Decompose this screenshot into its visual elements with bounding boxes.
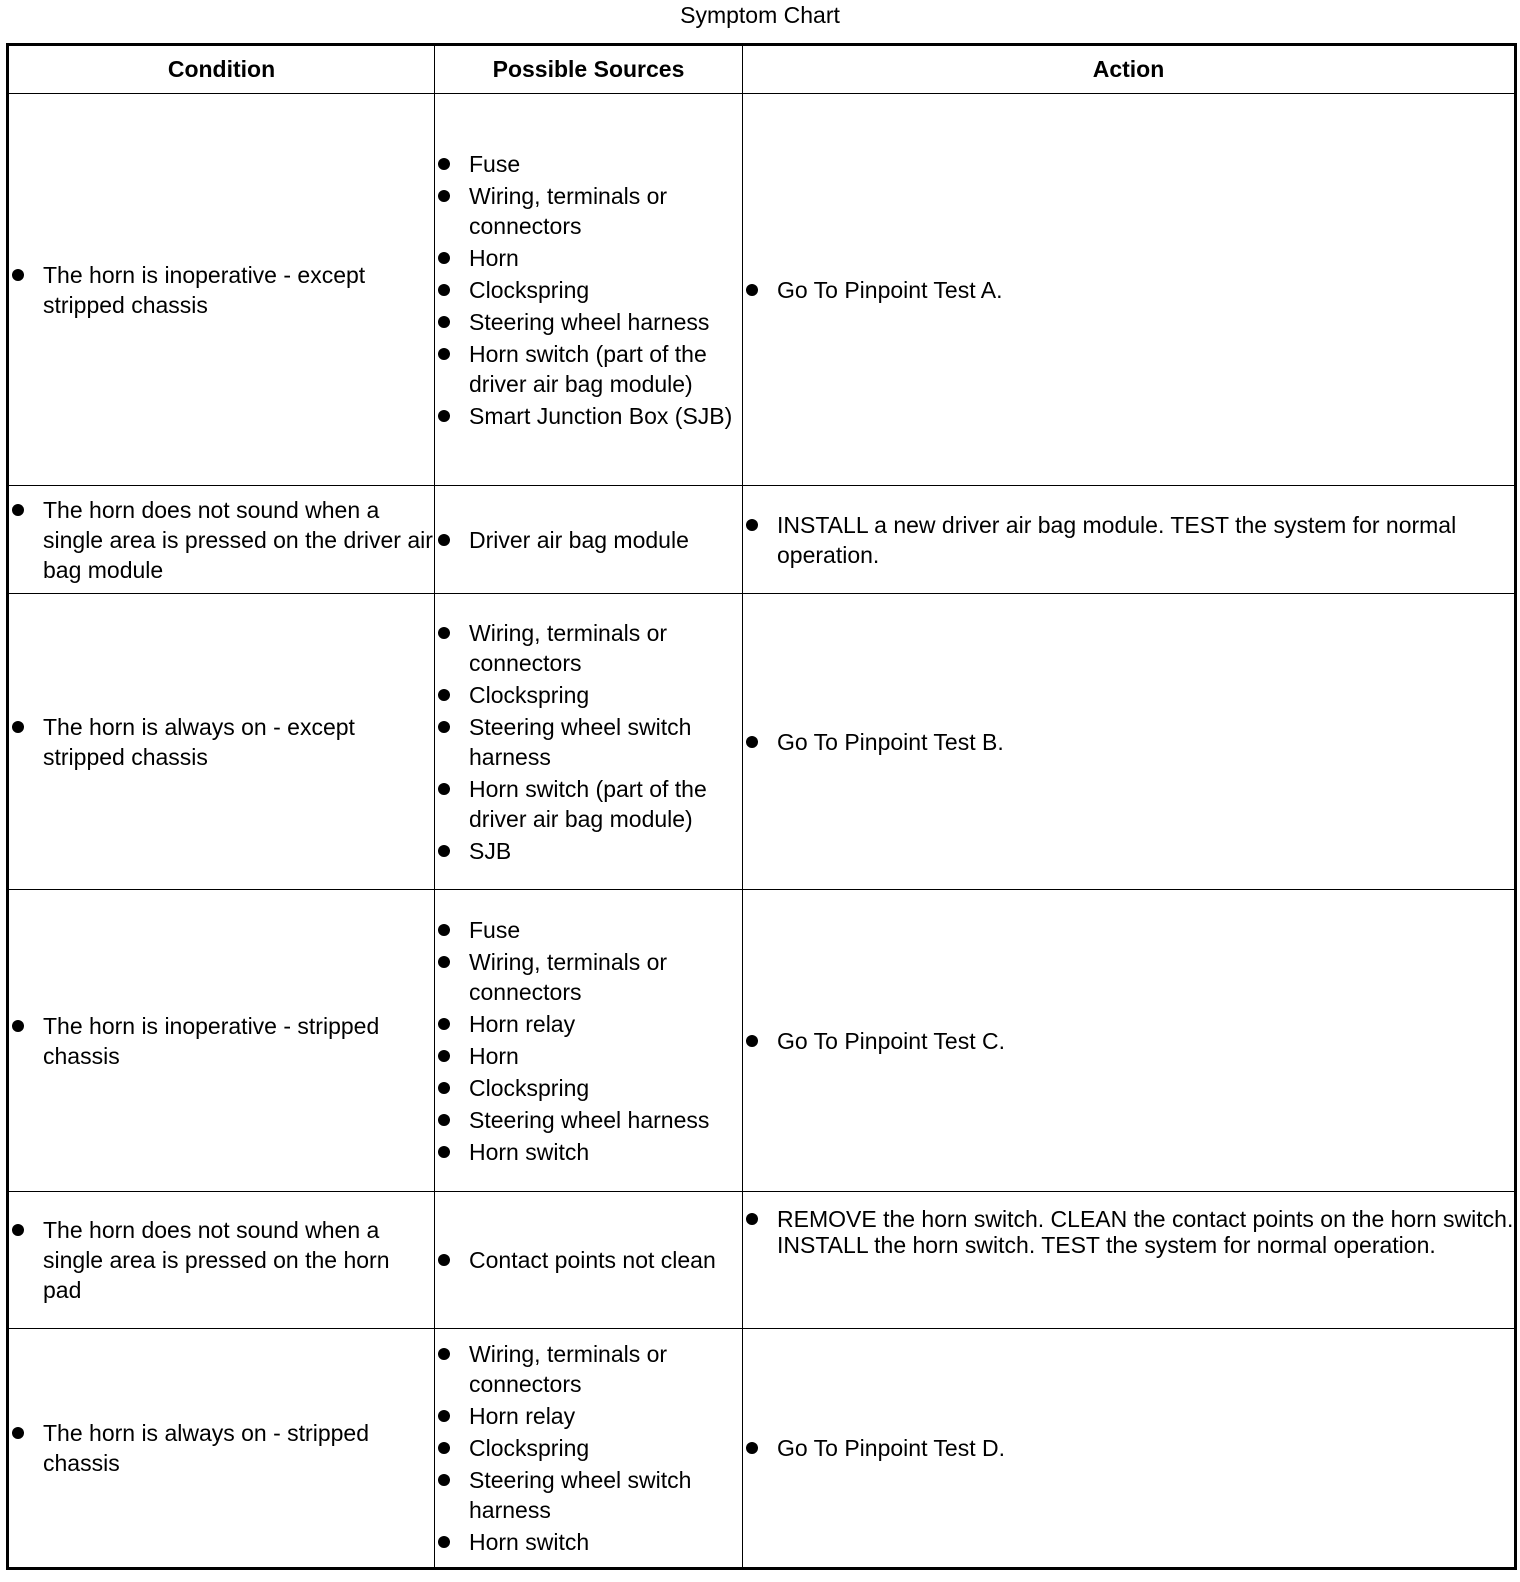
condition-cell	[8, 94, 435, 486]
column-header-sources: Possible Sources	[435, 45, 743, 94]
source-item: Contact points not clean	[435, 1245, 742, 1275]
source-item: Horn relay	[435, 1401, 742, 1431]
condition-text: The horn does not sound when a single area is pressed on the driver air bag module	[9, 495, 434, 585]
source-item: Fuse	[435, 915, 742, 945]
action-cell	[743, 94, 1516, 486]
condition-text: The horn is inoperative - except stripped chassis	[9, 260, 434, 320]
source-item: Horn switch (part of the driver air bag module)	[435, 339, 742, 399]
source-item: Clockspring	[435, 1433, 742, 1463]
condition-cell	[8, 1192, 435, 1329]
source-item: Wiring, terminals or connectors	[435, 947, 742, 1007]
sources-cell	[435, 486, 743, 594]
source-item: Steering wheel harness	[435, 1105, 742, 1135]
source-item: Wiring, terminals or connectors	[435, 181, 742, 241]
action-cell	[743, 1192, 1516, 1329]
table-row	[8, 94, 1516, 486]
header-row	[8, 45, 1516, 94]
condition-cell	[8, 890, 435, 1192]
action-cell	[743, 1329, 1516, 1569]
action-cell	[743, 486, 1516, 594]
source-item: Clockspring	[435, 680, 742, 710]
action-text: Go To Pinpoint Test D.	[743, 1433, 1514, 1463]
table-row	[8, 594, 1516, 890]
action-cell	[743, 594, 1516, 890]
table-row	[8, 1192, 1516, 1329]
source-item: Wiring, terminals or connectors	[435, 1339, 742, 1399]
source-item: Horn switch	[435, 1137, 742, 1167]
table-row	[8, 1329, 1516, 1569]
condition-cell	[8, 594, 435, 890]
source-item: Wiring, terminals or connectors	[435, 618, 742, 678]
action-text: Go To Pinpoint Test B.	[743, 727, 1514, 757]
source-item: Horn relay	[435, 1009, 742, 1039]
action-text: Go To Pinpoint Test C.	[743, 1026, 1514, 1056]
source-item: Clockspring	[435, 1073, 742, 1103]
source-item: Steering wheel switch harness	[435, 1465, 742, 1525]
sources-cell	[435, 594, 743, 890]
condition-text: The horn is inoperative - stripped chassis	[9, 1011, 434, 1071]
condition-cell	[8, 1329, 435, 1569]
table-row	[8, 890, 1516, 1192]
source-item: Horn	[435, 243, 742, 273]
source-item: SJB	[435, 836, 742, 866]
sources-cell	[435, 94, 743, 486]
sources-cell	[435, 1192, 743, 1329]
action-text: INSTALL a new driver air bag module. TEST the system for normal operation.	[743, 510, 1514, 570]
column-header-action: Action	[743, 45, 1516, 94]
table-row	[8, 486, 1516, 594]
condition-text: The horn is always on - stripped chassis	[9, 1418, 434, 1478]
sources-cell	[435, 890, 743, 1192]
source-item: Smart Junction Box (SJB)	[435, 401, 742, 431]
column-header-condition: Condition	[8, 45, 435, 94]
action-text: Go To Pinpoint Test A.	[743, 275, 1514, 305]
source-item: Horn switch	[435, 1527, 742, 1557]
sources-cell	[435, 1329, 743, 1569]
condition-text: The horn does not sound when a single area is pressed on the horn pad	[9, 1215, 434, 1305]
source-item: Horn	[435, 1041, 742, 1071]
source-item: Clockspring	[435, 275, 742, 305]
condition-cell	[8, 486, 435, 594]
condition-text: The horn is always on - except stripped chassis	[9, 712, 434, 772]
source-item: Steering wheel harness	[435, 307, 742, 337]
page-title: Symptom Chart	[680, 2, 840, 28]
source-item: Horn switch (part of the driver air bag module)	[435, 774, 742, 834]
action-cell	[743, 890, 1516, 1192]
symptom-chart-table	[6, 43, 1517, 1570]
source-item: Fuse	[435, 149, 742, 179]
action-text: REMOVE the horn switch. CLEAN the contact points on the horn switch. INSTALL the horn switch. TEST the system for normal operation.	[743, 1206, 1514, 1258]
source-item: Steering wheel switch harness	[435, 712, 742, 772]
source-item: Driver air bag module	[435, 525, 742, 555]
